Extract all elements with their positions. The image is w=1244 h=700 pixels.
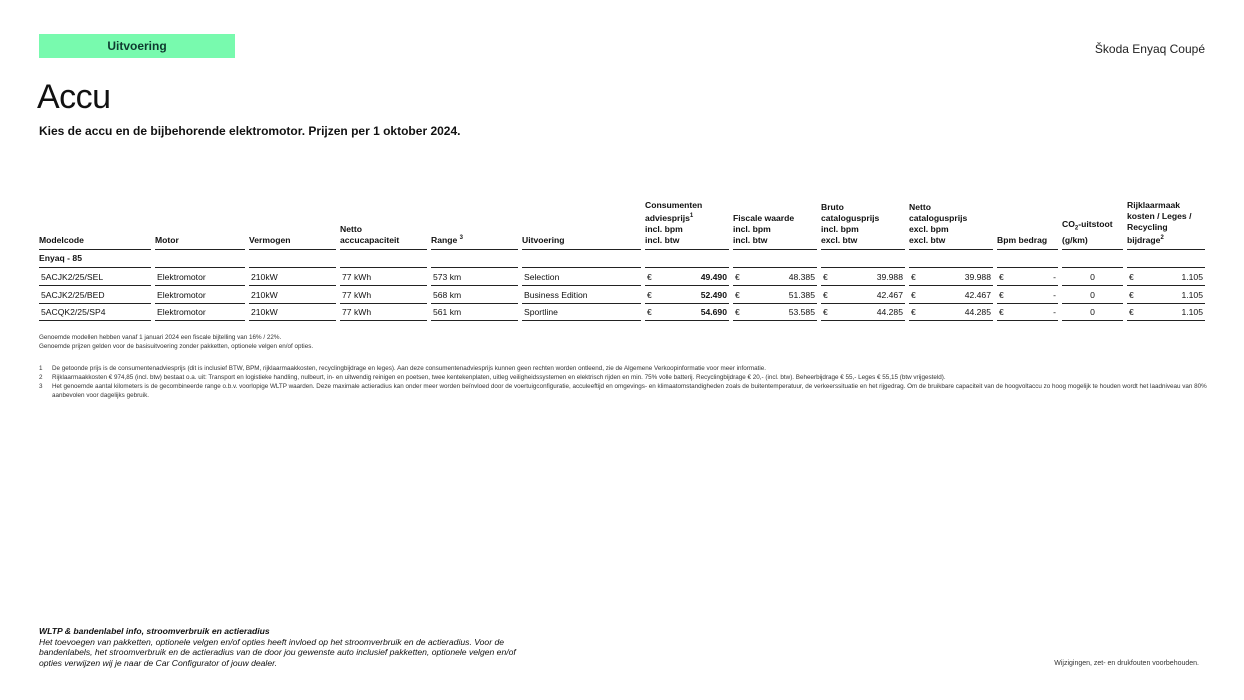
col-vermogen: Vermogen — [249, 200, 336, 250]
page-subtitle: Kies de accu en de bijbehorende elektromotor. Prijzen per 1 oktober 2024. — [39, 124, 461, 138]
footnote-1: 1 De getoonde prijs is de consumentenadviesprijs (dit is inclusief BTW, BPM, rijklaarmaakkosten, recyclingbijdrage en leges). Aan deze consumentenadviesprijs kunnen geen rechten worden ontleend, zie de Algemene Verkoopinformatie voor meer informatie. — [39, 365, 767, 372]
cell-uitvoering: Sportline — [522, 304, 641, 322]
col-modelcode: Modelcode — [39, 200, 151, 250]
battery-price-table — [35, 200, 1209, 321]
note-line: Genoemde prijzen gelden voor de basisuitvoering zonder pakketten, optionele velgen en/of opties. — [39, 343, 314, 350]
col-co2-uitstoot: $CO_2$-uitstoot (g/km) — [1062, 200, 1123, 250]
cell-rijklaar: € 1.105 — [1127, 269, 1205, 287]
cell-netto: € 44.285 — [909, 304, 993, 322]
table-row — [39, 286, 1205, 304]
col-range: Range $^3$ — [431, 200, 518, 250]
table-group-row — [39, 250, 1205, 268]
cell-motor: Elektromotor — [155, 269, 245, 287]
table-row — [39, 269, 1205, 287]
cell-modelcode: 5ACJK2/25/BED — [39, 286, 151, 304]
table-header-row — [39, 200, 1205, 250]
cell-netto: € 42.467 — [909, 286, 993, 304]
cell-modelcode: 5ACQK2/25/SP4 — [39, 304, 151, 322]
cell-bruto: € 42.467 — [821, 286, 905, 304]
cell-range: 568 km — [431, 286, 518, 304]
cell-uitvoering: Business Edition — [522, 286, 641, 304]
cell-vermogen: 210kW — [249, 304, 336, 322]
cell-range: 573 km — [431, 269, 518, 287]
cell-bpm: € - — [997, 286, 1058, 304]
cell-fiscaal: € 51.385 — [733, 286, 817, 304]
cell-bpm: € - — [997, 269, 1058, 287]
section-tag-label: Uitvoering — [107, 39, 167, 53]
cell-bruto: € 44.285 — [821, 304, 905, 322]
wltp-info — [39, 626, 529, 668]
cell-consument: € 49.490 — [645, 269, 729, 287]
cell-co2: 0 — [1062, 269, 1123, 287]
cell-uitvoering: Selection — [522, 269, 641, 287]
wltp-text: Het toevoegen van pakketten, optionele velgen en/of opties heeft invloed op het stroomverbruik en de actieradius. Voor de bandenlabels, het stroomverbruik en de actieradius van de door jou gewenste auto inclusief pakketten, optionele velgen en/of opties verwijzen wij je naar de Car Configurator of jouw dealer. — [39, 636, 516, 668]
cell-range: 561 km — [431, 304, 518, 322]
group-label: Enyaq - 85 — [39, 250, 151, 268]
cell-co2: 0 — [1062, 286, 1123, 304]
cell-motor: Elektromotor — [155, 286, 245, 304]
col-netto-catalogusprijs: Netto catalogusprijs excl. bpm excl. btw — [909, 200, 993, 250]
cell-accu: 77 kWh — [340, 269, 427, 287]
cell-bruto: € 39.988 — [821, 269, 905, 287]
general-notes — [39, 333, 1209, 351]
cell-fiscaal: € 48.385 — [733, 269, 817, 287]
disclaimer: Wijzigingen, zet- en drukfouten voorbehouden. — [1054, 660, 1199, 667]
note-line: Genoemde modellen hebben vanaf 1 januari 2024 een fiscale bijtelling van 16% / 22%. — [39, 334, 282, 341]
cell-vermogen: 210kW — [249, 269, 336, 287]
cell-rijklaar: € 1.105 — [1127, 286, 1205, 304]
cell-motor: Elektromotor — [155, 304, 245, 322]
cell-rijklaar: € 1.105 — [1127, 304, 1205, 322]
col-uitvoering: Uitvoering — [522, 200, 641, 250]
col-netto-accucapaciteit: Netto accucapaciteit — [340, 200, 427, 250]
wltp-heading: WLTP & bandenlabel info, stroomverbruik en actieradius — [39, 626, 270, 636]
cell-consument: € 52.490 — [645, 286, 729, 304]
footnote-2: 2 Rijklaarmaakkosten € 974,85 (incl. btw) bestaat o.a. uit: Transport en logistieke handling, nulbeurt, in- en uitwendig reinigen en poetsen, twee kentekenplaten, uitleg veiligheidssystemen en elektrisch rijden en min. 75% volle batterij. Recyclingbijdrage € 20,- (incl. btw). Beheerbijdrage € 55,- Leges € 55,15 (btw vrijgesteld). — [39, 374, 946, 381]
footnotes — [39, 364, 1209, 400]
cell-accu: 77 kWh — [340, 304, 427, 322]
table-row — [39, 304, 1205, 322]
col-bpm-bedrag: Bpm bedrag — [997, 200, 1058, 250]
brand-model-name: Škoda Enyaq Coupé — [1094, 42, 1205, 56]
cell-consument: € 54.690 — [645, 304, 729, 322]
cell-netto: € 39.988 — [909, 269, 993, 287]
section-tag — [39, 34, 235, 58]
footnote-3: 3 Het genoemde aantal kilometers is de gecombineerde range o.b.v. voorlopige WLTP waarden. Deze maximale actieradius kan onder meer worden beïnvloed door de voertuigconfiguratie, acculeeftijd en omgevings- en klimaatomstandigheden zoals de buitentemperatuur, de verkeerssituatie en het rijgedrag. Om de bruikbare capaciteit van de hoogvoltaccu zo hoog mogelijk te houden wordt het laadniveau van 80% aanbevolen voor dagelijks gebruik. — [39, 383, 1207, 399]
page-title: Accu — [37, 78, 111, 116]
cell-fiscaal: € 53.585 — [733, 304, 817, 322]
col-rijklaarmaakkosten: Rijklaarmaak kosten / Leges / Recycling bijdrage$^2$ — [1127, 200, 1205, 250]
col-fiscale-waarde: Fiscale waarde incl. bpm incl. btw — [733, 200, 817, 250]
cell-accu: 77 kWh — [340, 286, 427, 304]
col-motor: Motor — [155, 200, 245, 250]
cell-co2: 0 — [1062, 304, 1123, 322]
cell-modelcode: 5ACJK2/25/SEL — [39, 269, 151, 287]
cell-bpm: € - — [997, 304, 1058, 322]
col-consumentenadviesprijs: Consumenten adviesprijs$^1$ incl. bpm incl. btw — [645, 200, 729, 250]
col-bruto-catalogusprijs: Bruto catalogusprijs incl. bpm excl. btw — [821, 200, 905, 250]
cell-vermogen: 210kW — [249, 286, 336, 304]
